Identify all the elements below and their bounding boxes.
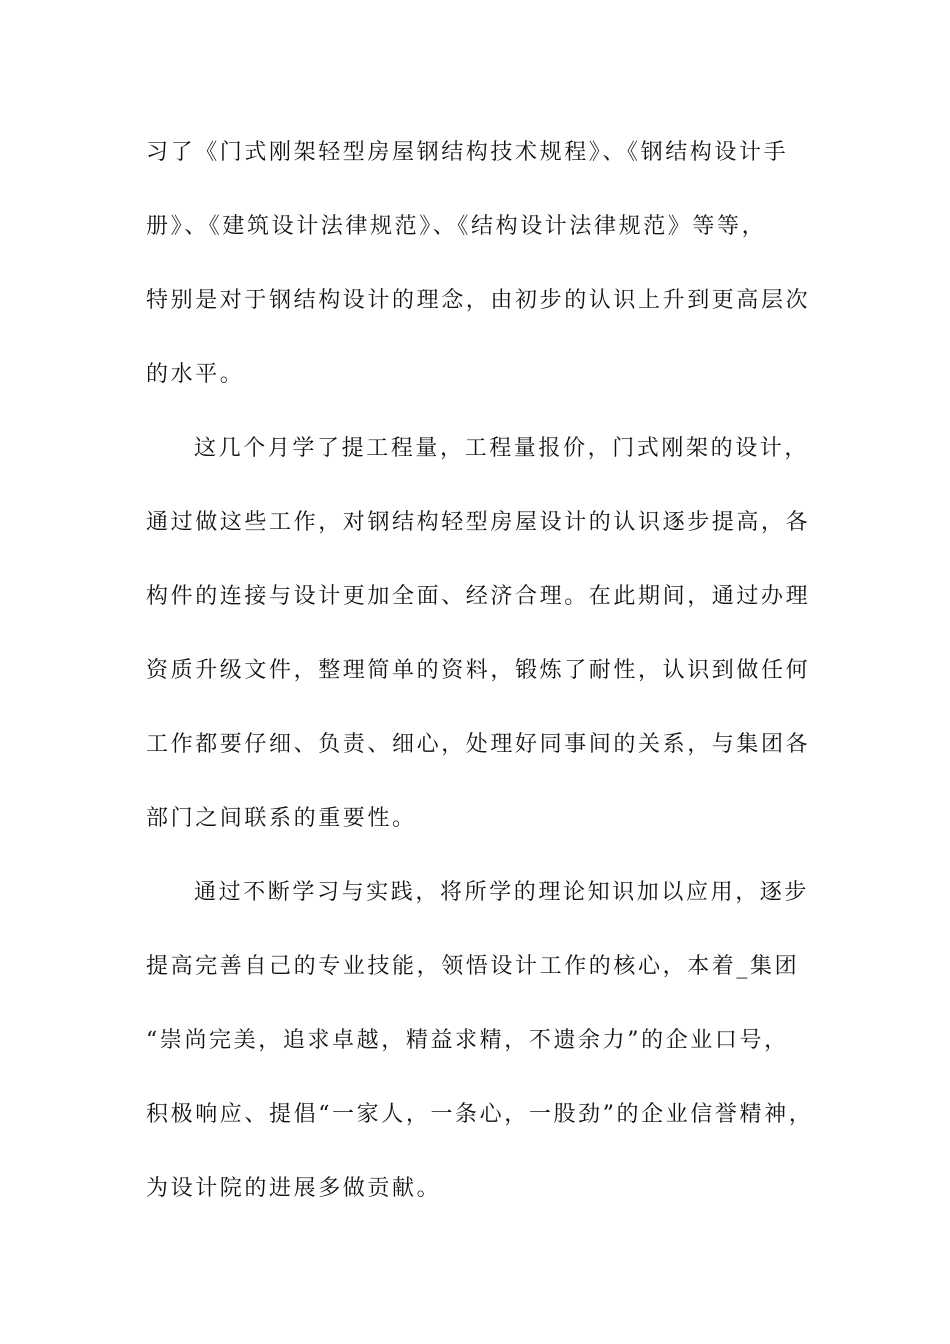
paragraph-2-line-1: 这几个月学了提工程量，工程量报价，门式刚架的设计，	[194, 436, 810, 461]
paragraph-2-line-6: 部门之间联系的重要性。	[146, 806, 417, 831]
paragraph-3-line-3: “崇尚完美，追求卓越，精益求精，不遗余力”的企业口号，	[146, 1028, 789, 1053]
paragraph-1-line-3: 特别是对于钢结构设计的理念，由初步的认识上升到更高层次	[146, 288, 811, 313]
paragraph-2-line-2: 通过做这些工作，对钢结构轻型房屋设计的认识逐步提高，各	[146, 510, 811, 535]
paragraph-3-line-4: 积极响应、提倡“一家人，一条心，一股劲”的企业信誉精神，	[146, 1102, 814, 1127]
paragraph-1-line-2: 册》、《建筑设计法律规范》、《结构设计法律规范》等等，	[146, 214, 767, 239]
paragraph-3-line-5: 为设计院的进展多做贡献。	[146, 1176, 442, 1201]
paragraph-2-line-3: 构件的连接与设计更加全面、经济合理。在此期间，通过办理	[146, 584, 811, 609]
paragraph-3-line-1: 通过不断学习与实践，将所学的理论知识加以应用，逐步	[194, 880, 810, 905]
paragraph-2-line-5: 工作都要仔细、负责、细心，处理好同事间的关系，与集团各	[146, 732, 811, 757]
paragraph-3-line-2: 提高完善自己的专业技能，领悟设计工作的核心，本着_集团	[146, 954, 800, 979]
paragraph-1-line-4: 的水平。	[146, 362, 245, 387]
paragraph-1-line-1: 习了《门式刚架轻型房屋钢结构技术规程》、《钢结构设计手	[146, 140, 789, 165]
paragraph-2-line-4: 资质升级文件，整理简单的资料，锻炼了耐性，认识到做任何	[146, 658, 811, 683]
